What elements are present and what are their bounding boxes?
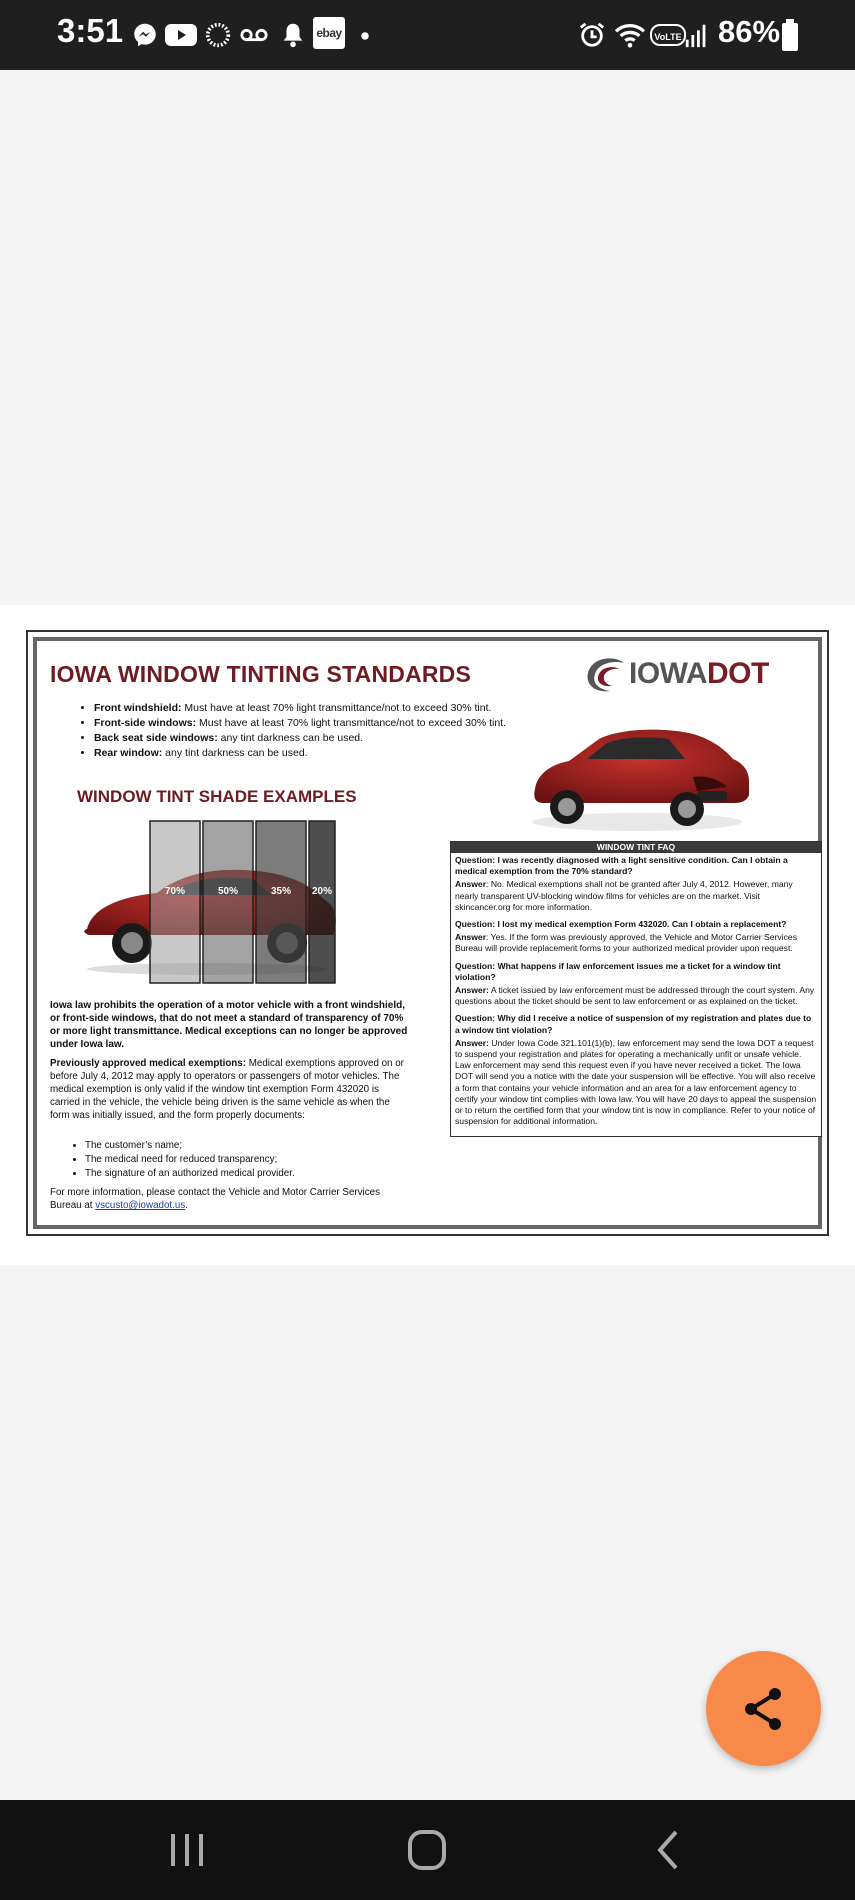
faq-box bbox=[450, 841, 822, 1137]
shade-label-70: 70% bbox=[164, 886, 186, 897]
tint-rules-list bbox=[72, 701, 506, 761]
shade-label-20: 20% bbox=[311, 886, 333, 897]
tint-panel-70 bbox=[150, 821, 200, 983]
alarm-icon bbox=[576, 21, 608, 49]
tint-panel-50 bbox=[203, 821, 253, 983]
document-title: IOWA WINDOW TINTING STANDARDS bbox=[50, 661, 472, 687]
rule-item: • Front windshield: Must have at least 70% light transmittance/not to exceed 30% tint. bbox=[94, 701, 506, 716]
law-paragraph: Iowa law prohibits the operation of a motor vehicle with a front windshield, or front-side windows, that do not meet a standard of transparency of 70% or more light transmittance. Medical exceptions can no longer be approved under Iowa law. bbox=[50, 1000, 408, 1050]
youtube-icon bbox=[164, 21, 198, 49]
previous-exemptions-paragraph: Previously approved medical exemptions: Medical exemptions approved on or before July 4, 2012 may apply to operators or passengers of motor vehicles. The medical exemption is only valid if the window tint exemption Form 432020 is carried in the vehicle, the vehicle being driven is the same vehicle as when the form was initially issued, and the form properly documents: bbox=[50, 1058, 404, 1121]
faq-answer: Answer: A ticket issued by law enforcement must be addressed through the court system. Any questions about the ticket should be sent to law enforcement or as explained on the ticket. bbox=[455, 985, 815, 1007]
list-item: • The customer’s name; bbox=[85, 1139, 295, 1153]
faq-question: Question: Why did I receive a notice of suspension of my registration and plates due to a window tint violation? bbox=[455, 1013, 812, 1035]
loading-icon bbox=[203, 21, 233, 49]
status-bar bbox=[0, 0, 855, 70]
faq-question: Question: I was recently diagnosed with a light sensitive condition. Can I obtain a medical exemption from the 70% standard? bbox=[455, 855, 788, 877]
list-item: • The signature of an authorized medical provider. bbox=[85, 1167, 295, 1181]
recents-icon[interactable] bbox=[157, 1828, 217, 1872]
tint-panel-35 bbox=[256, 821, 306, 983]
faq-question: Question: What happens if law enforcement issues me a ticket for a window tint violation? bbox=[455, 960, 781, 982]
shade-label-35: 35% bbox=[270, 886, 292, 897]
battery-percent: 86% bbox=[718, 14, 781, 49]
wifi-icon bbox=[613, 21, 647, 49]
share-icon bbox=[739, 1684, 789, 1734]
red-suv-front-image bbox=[517, 707, 757, 835]
contact-paragraph: For more information, please contact the Vehicle and Motor Carrier Services Bureau at vscusto@iowadot.us. bbox=[50, 1187, 380, 1211]
image-viewer[interactable] bbox=[0, 605, 855, 1265]
iowa-dot-swoosh-icon bbox=[584, 655, 628, 695]
tint-panel-20 bbox=[309, 821, 335, 983]
navigation-bar bbox=[0, 1800, 855, 1900]
signal-icon bbox=[683, 21, 711, 49]
dot-icon bbox=[355, 21, 375, 49]
faq-answer: Answer: Under Iowa Code 321.101(1)(b), law enforcement may send the Iowa DOT a request to suspend your registration and plates for operating a mechanically unfit or unsafe vehicle. Law enforcement may send this request even if you have never received a ticket. The Iowa DOT will send you a notice with the date your suspension will be effective. You will also receive a form that contains your vehicle information and an area for a law enforcement agency to certify your window tint complies with Iowa law. You will have 20 days to appeal the suspension or to return the certified form that your window tint is now in compliance. Refer to your notice of suspension for additional information. bbox=[455, 1037, 817, 1127]
faq-question: Question: I lost my medical exemption Form 432020. Can I obtain a replacement? bbox=[455, 919, 787, 930]
messenger-icon bbox=[130, 21, 160, 49]
faq-answer: Answer: No. Medical exemptions shall not be granted after July 4, 2012. However, many nearly transparent UV-blocking window films for vehicles are on the market. Visit skincancer.org for more information. bbox=[455, 879, 793, 912]
ebay-icon: ebay bbox=[313, 17, 345, 49]
list-item: • The medical need for reduced transparency; bbox=[85, 1153, 295, 1167]
status-time: 3:51 bbox=[57, 12, 124, 49]
logo-text-dot: DOT bbox=[707, 657, 769, 690]
faq-body bbox=[451, 853, 821, 1127]
back-icon[interactable] bbox=[638, 1828, 698, 1872]
shade-label-50: 50% bbox=[217, 886, 239, 897]
tint-shade-illustration bbox=[77, 819, 337, 987]
faq-header: WINDOW TINT FAQ bbox=[451, 842, 821, 853]
rule-item: • Back seat side windows: any tint darkness can be used. bbox=[94, 731, 506, 746]
rule-item: • Rear window: any tint darkness can be used. bbox=[94, 746, 506, 761]
battery-icon bbox=[781, 18, 799, 52]
home-icon[interactable] bbox=[397, 1828, 457, 1872]
required-documents-list bbox=[67, 1139, 295, 1181]
iowa-dot-logo bbox=[584, 655, 794, 695]
bell-icon bbox=[278, 21, 308, 49]
shade-examples-heading: WINDOW TINT SHADE EXAMPLES bbox=[77, 787, 357, 806]
document-frame bbox=[33, 637, 822, 1229]
tint-standards-document bbox=[26, 630, 829, 1236]
volte-icon: VoLTE bbox=[650, 24, 686, 46]
voicemail-icon bbox=[238, 21, 270, 49]
rule-item: • Front-side windows: Must have at least 70% light transmittance/not to exceed 30% tint. bbox=[94, 716, 506, 731]
logo-text-iowa: IOWA bbox=[629, 657, 707, 690]
email-link[interactable]: vscusto@iowadot.us bbox=[95, 1200, 186, 1211]
share-button[interactable] bbox=[706, 1651, 821, 1766]
faq-answer: Answer: Yes. If the form was previously approved, the Vehicle and Motor Carrier Services Bureau will provide replacement forms to your authorized medical provider upon request. bbox=[455, 932, 798, 954]
